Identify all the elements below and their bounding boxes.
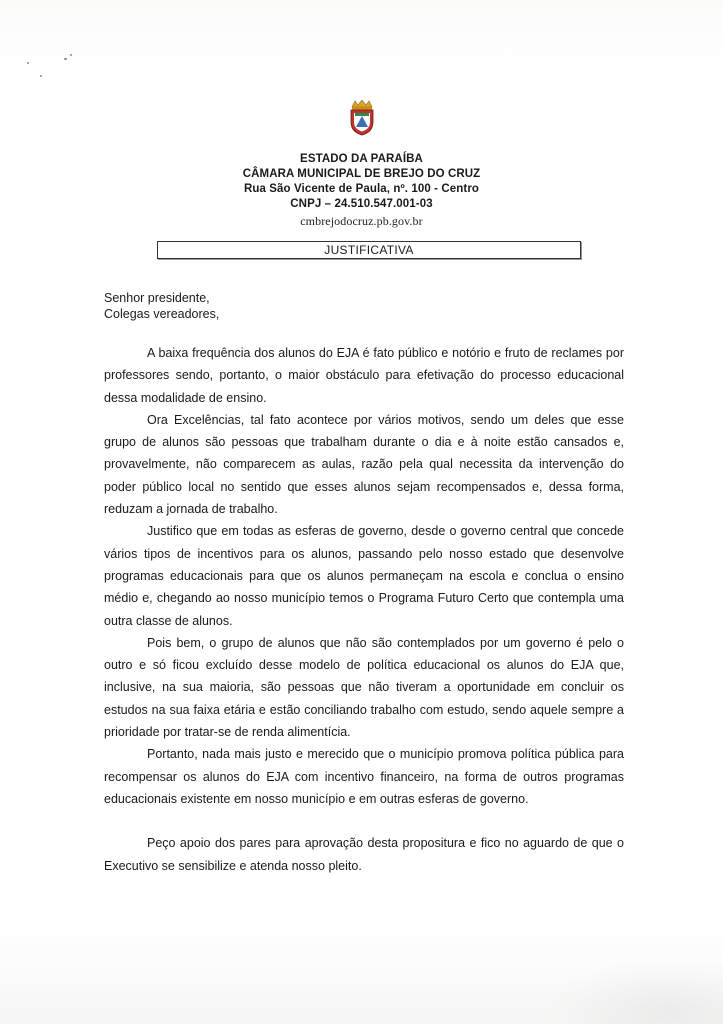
body-paragraph: Peço apoio dos pares para aprovação desta propositura e fico no aguardo de que o Executivo se sensibilize e atenda nosso pleito. xyxy=(104,836,624,873)
scan-speck xyxy=(40,75,42,77)
body-paragraph: Pois bem, o grupo de alunos que não são contemplados por um governo é pelo o outro e só ficou excluído desse modelo de política educacional os alunos do EJA que, inclusive, na sua maioria, são pessoas que não tiveram a oportunidade em concluir os estudos na sua faixa etária e estão conciliando trabalho com estudo, sendo aquele sempre a prioridade por tratar-se de renda alimentícia. xyxy=(104,635,624,740)
salutation xyxy=(104,290,219,322)
document-title: JUSTIFICATIVA xyxy=(157,241,581,259)
salutation-line: Colegas vereadores, xyxy=(104,307,220,321)
chamber-name: CÂMARA MUNICIPAL DE BREJO DO CRUZ xyxy=(242,168,481,180)
body-paragraph: Portanto, nada mais justo e merecido que o município promova política pública para recompensar os alunos do EJA com incentivo financeiro, na forma de outros programas educacionais existente em nosso município e em outras esferas de governo. xyxy=(104,747,624,806)
address: Rua São Vicente de Paula, nº. 100 - Centro xyxy=(243,183,480,195)
cnpj: CNPJ – 24.510.547.001-03 xyxy=(290,198,433,210)
scan-stain xyxy=(540,960,723,1024)
scan-speck xyxy=(27,62,29,64)
body-paragraph: Justifico que em todas as esferas de governo, desde o governo central que concede vários tipos de incentivos para os alunos, passando pelo nosso estado que desenvolve programas educacionais para que os alunos permaneçam na escola e conclua o ensino médio e, chegando ao nosso município temos o Programa Futuro Certo que contempla uma outra classe de alunos. xyxy=(104,524,624,628)
website: cmbrejodocruz.pb.gov.br xyxy=(300,214,423,228)
scan-speck xyxy=(64,58,67,60)
letterhead xyxy=(0,152,723,231)
scan-speck xyxy=(70,54,72,56)
salutation-line: Senhor presidente, xyxy=(104,291,210,305)
document-body xyxy=(104,342,624,877)
body-paragraph: Ora Excelências, tal fato acontece por vários motivos, sendo um deles que esse grupo de alunos são pessoas que trabalham durante o dia e à noite estão cansados e, provavelmente, não comparecem as aulas, razão pela qual necessita da intervenção do poder público local no sentido que esses alunos sejam recompensados e, dessa forma, reduzam a jornada de trabalho. xyxy=(104,412,624,517)
body-paragraph: A baixa frequência dos alunos do EJA é fato público e notório e fruto de reclames por professores sendo, portanto, o maior obstáculo para efetivação do processo educacional dessa modalidade de ensino. xyxy=(104,346,624,405)
municipal-coat-of-arms-icon xyxy=(349,100,375,136)
state-name: ESTADO DA PARAÍBA xyxy=(300,153,423,165)
